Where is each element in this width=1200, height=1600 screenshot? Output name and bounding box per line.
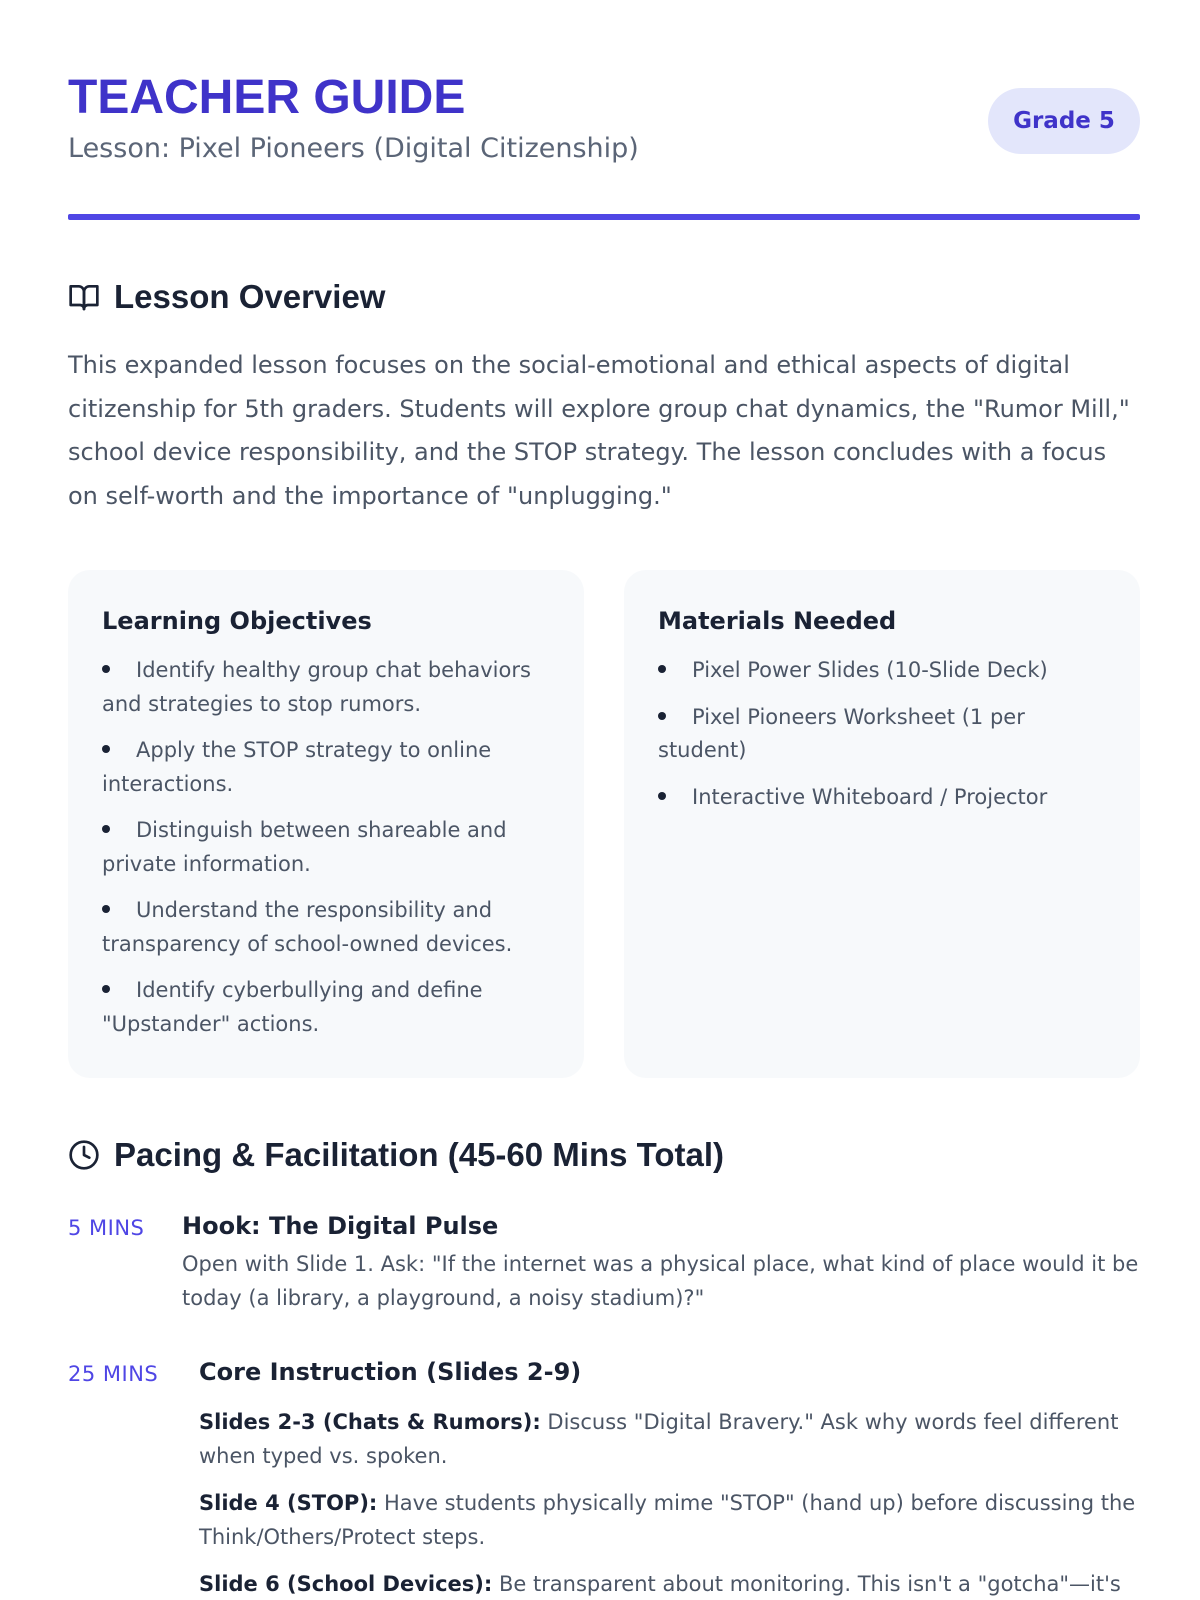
list-item <box>658 654 1106 688</box>
objective-text: Identify healthy group chat behaviors and strategies to stop rumors. <box>102 658 531 716</box>
subitem-text: Discuss "Digital Bravery." Ask why words feel different when typed vs. spoken. <box>199 1410 1119 1468</box>
pacing-body <box>199 1356 1140 1600</box>
subitem-label: Slides 2-3 (Chats & Rumors): <box>199 1410 541 1434</box>
pacing-item-title: Hook: The Digital Pulse <box>182 1212 499 1240</box>
pacing-subitem <box>199 1568 1140 1600</box>
bullet-icon <box>102 665 110 673</box>
list-item <box>102 814 550 881</box>
pacing-title: Pacing & Facilitation (45-60 Mins Total) <box>114 1136 724 1173</box>
subitem-label: Slide 6 (School Devices): <box>199 1572 493 1596</box>
pacing-item-title: Core Instruction (Slides 2-9) <box>199 1358 582 1386</box>
materials-list <box>658 654 1106 814</box>
material-text: Interactive Whiteboard / Projector <box>692 784 1048 809</box>
bullet-icon <box>102 905 110 913</box>
header-divider <box>68 214 1140 220</box>
objective-text: Apply the STOP strategy to online interactions. <box>102 738 492 796</box>
material-text: Pixel Pioneers Worksheet (1 per student) <box>658 704 1025 762</box>
learning-objectives-title: Learning Objectives <box>102 607 372 635</box>
subitem-text: Have students physically mime "STOP" (hand up) before discussing the Think/Others/Protect steps. <box>199 1491 1136 1549</box>
learning-objectives-card <box>68 570 584 1078</box>
book-open-icon <box>68 281 100 313</box>
objective-text: Identify cyberbullying and define "Upstander" actions. <box>102 978 483 1036</box>
lesson-overview-text: This expanded lesson focuses on the social-emotional and ethical aspects of digital citizenship for 5th graders. Students will explore group chat dynamics, the "Rumor Mill," school device responsibility, and the STOP strategy. The lesson concludes with a focus on self-worth and the importance of "unplugging." <box>68 351 1130 510</box>
pacing-body <box>182 1210 1140 1315</box>
lesson-subtitle: Lesson: Pixel Pioneers (Digital Citizenship) <box>68 133 639 164</box>
materials-needed-title: Materials Needed <box>658 607 897 635</box>
list-item <box>102 734 550 801</box>
bullet-icon <box>102 825 110 833</box>
lesson-overview-heading <box>68 278 385 316</box>
material-text: Pixel Power Slides (10-Slide Deck) <box>692 658 1048 682</box>
guide-header <box>68 70 1140 220</box>
subitem-text: Be transparent about monitoring. This isn't a "gotcha"—it's <box>492 1572 1121 1596</box>
pacing-subitem <box>199 1406 1140 1473</box>
clock-icon <box>68 1139 100 1171</box>
bullet-icon <box>102 745 110 753</box>
bullet-icon <box>658 792 666 800</box>
bullet-icon <box>658 712 666 720</box>
bullet-icon <box>102 985 110 993</box>
objective-text: Distinguish between shareable and private information. <box>102 818 507 876</box>
pacing-time: 25 MINS <box>68 1362 159 1386</box>
list-item <box>102 974 550 1041</box>
materials-needed-card <box>624 570 1140 1078</box>
lesson-overview-title: Lesson Overview <box>114 278 386 315</box>
pacing-heading <box>68 1136 724 1174</box>
pacing-item-description: Open with Slide 1. Ask: "If the internet was a physical place, what kind of place would it be today (a library, a playground, a noisy stadium)?" <box>182 1252 1139 1310</box>
page-title: TEACHER GUIDE <box>68 71 466 124</box>
objective-text: Understand the responsibility and transparency of school-owned devices. <box>102 898 513 956</box>
subitem-label: Slide 4 (STOP): <box>199 1491 378 1515</box>
learning-objectives-list <box>102 654 550 1041</box>
list-item <box>102 654 550 721</box>
list-item <box>658 701 1106 768</box>
bullet-icon <box>658 665 666 673</box>
list-item <box>658 781 1106 815</box>
pacing-time: 5 MINS <box>68 1216 145 1240</box>
grade-badge: Grade 5 <box>988 88 1140 154</box>
pacing-subitem <box>199 1487 1140 1554</box>
list-item <box>102 894 550 961</box>
